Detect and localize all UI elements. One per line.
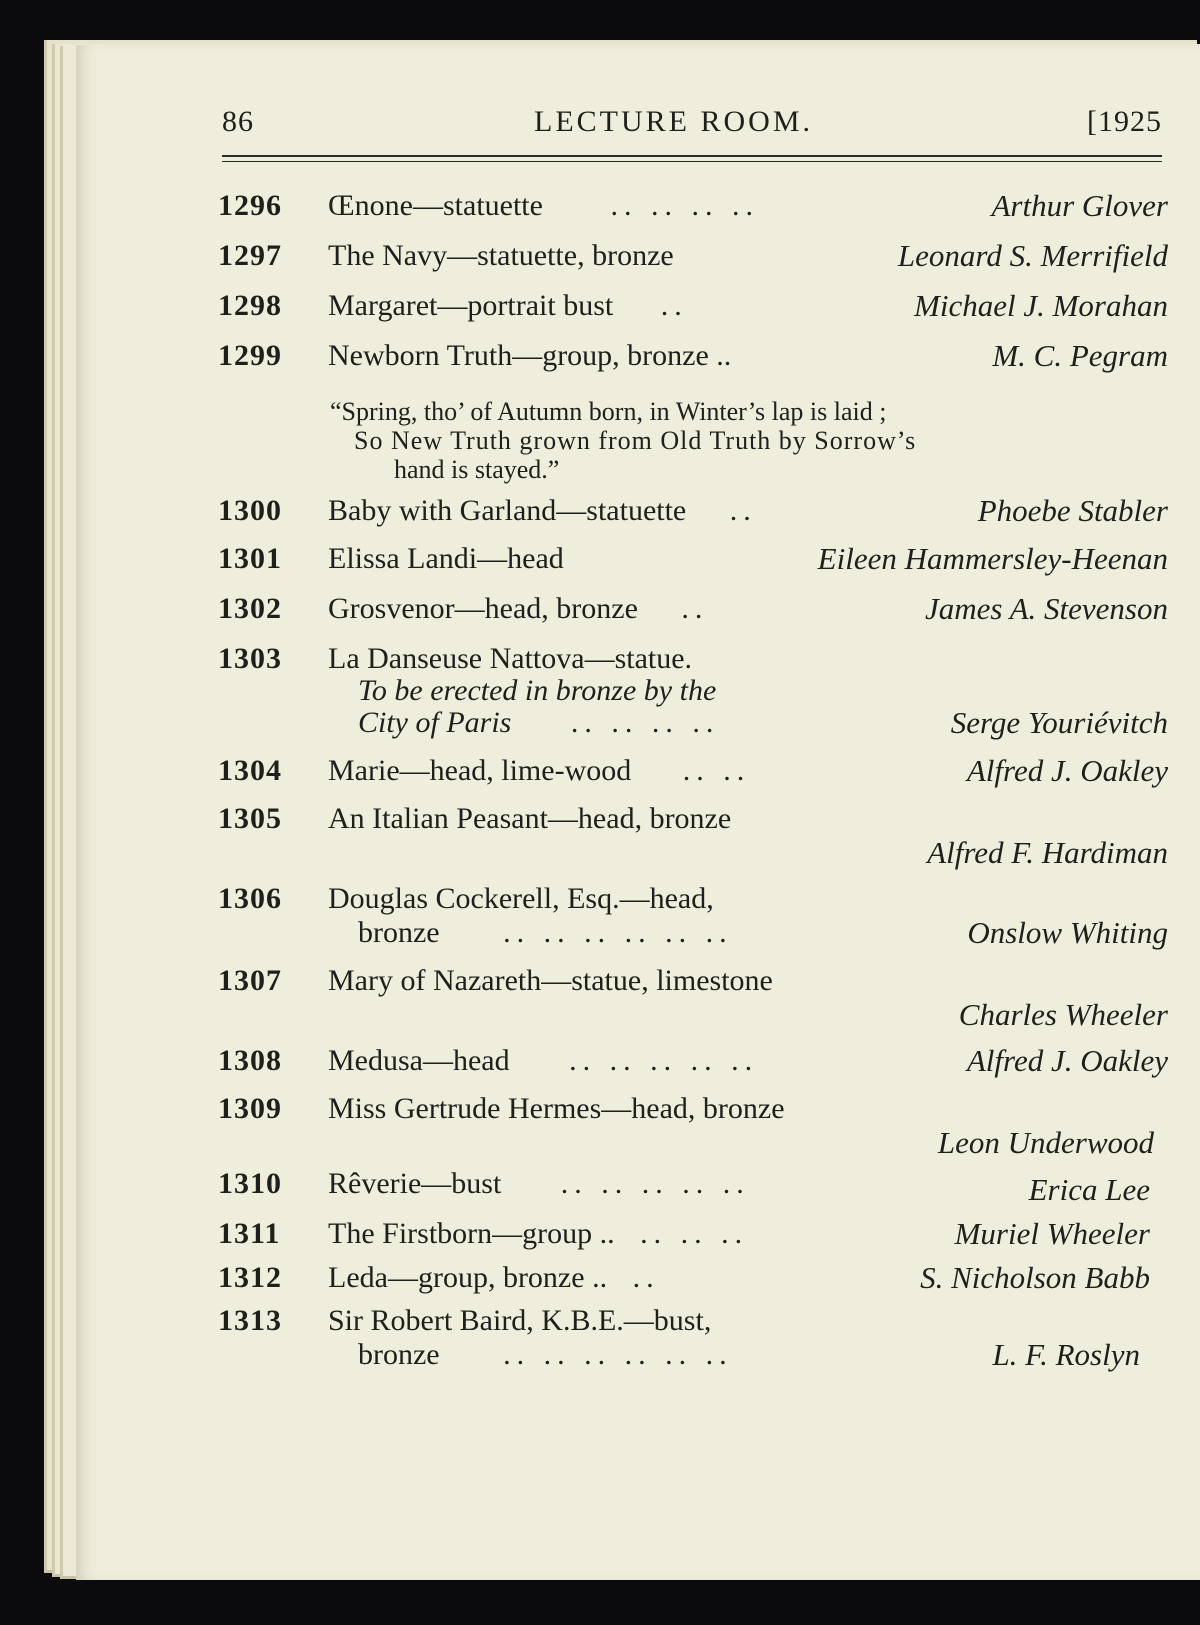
entry-artist: Alfred J. Oakley bbox=[966, 1043, 1168, 1078]
entry-number: 1296 bbox=[218, 189, 282, 222]
leader-dots: .. .. .. .. bbox=[610, 189, 759, 222]
entry-artist: Eileen Hammersley-Heenan bbox=[817, 541, 1168, 576]
entry-title: Rêverie—bust .. .. .. .. .. bbox=[328, 1167, 750, 1200]
entry-number: 1312 bbox=[218, 1261, 282, 1294]
entry-number: 1299 bbox=[218, 339, 282, 372]
entry-title: An Italian Peasant—head, bronze bbox=[328, 802, 732, 835]
entry-title: Medusa—head .. .. .. .. .. bbox=[328, 1044, 759, 1077]
entry-title: Œnone—statuette .. .. .. .. bbox=[328, 189, 759, 222]
epigraph-line: “Spring, tho’ of Autumn born, in Winter’s lap is laid ; bbox=[330, 397, 887, 426]
entry-number: 1300 bbox=[218, 494, 282, 527]
entry-title: Grosvenor—head, bronze .. bbox=[328, 592, 709, 625]
leader-dots: .. .. .. .. .. bbox=[560, 1167, 750, 1200]
entry-title: Marie—head, lime-wood .. .. bbox=[328, 754, 751, 787]
leader-dots: .. .. .. bbox=[640, 1217, 749, 1250]
page-number: 86 bbox=[222, 105, 254, 138]
entry-artist: Alfred J. Oakley bbox=[966, 753, 1168, 788]
leader-dots: .. .. .. .. .. .. bbox=[503, 916, 733, 949]
entry-artist: Leonard S. Merrifield bbox=[897, 238, 1168, 273]
leader-dots: .. bbox=[681, 592, 709, 625]
entry-artist: Michael J. Morahan bbox=[914, 288, 1168, 323]
leader-dots: .. .. .. .. .. .. bbox=[503, 1338, 733, 1371]
entry-title: Margaret—portrait bust .. bbox=[328, 289, 688, 322]
entry-number: 1313 bbox=[218, 1304, 282, 1337]
epigraph bbox=[330, 397, 1090, 484]
entry-number: 1304 bbox=[218, 754, 282, 787]
entry-artist: Leon Underwood bbox=[937, 1125, 1154, 1160]
entry-number: 1303 bbox=[218, 642, 282, 675]
entry-artist: James A. Stevenson bbox=[924, 591, 1168, 626]
running-header bbox=[222, 105, 1162, 145]
entry-title: Douglas Cockerell, Esq.—head, bbox=[328, 882, 714, 915]
entry-artist: Onslow Whiting bbox=[967, 915, 1168, 950]
entry-note: To be erected in bronze by the bbox=[358, 674, 717, 707]
leader-dots: .. bbox=[729, 494, 757, 527]
entry-title: Sir Robert Baird, K.B.E.—bust, bbox=[328, 1304, 712, 1337]
entry-artist: Erica Lee bbox=[1028, 1172, 1150, 1207]
leader-dots: .. .. .. .. bbox=[570, 706, 720, 739]
leader-dots: .. bbox=[660, 289, 688, 322]
leader-dots: .. bbox=[632, 1261, 660, 1294]
entry-title-continued: bronze .. .. .. .. .. .. bbox=[358, 1338, 733, 1371]
entry-number: 1309 bbox=[218, 1092, 282, 1125]
entry-title-continued: bronze .. .. .. .. .. .. bbox=[358, 916, 733, 949]
entry-title: The Navy—statuette, bronze bbox=[328, 239, 674, 272]
epigraph-line: So New Truth grown from Old Truth by Sorrow’s bbox=[354, 426, 917, 455]
entry-title: Mary of Nazareth—statue, limestone bbox=[328, 964, 773, 997]
entry-artist: Phoebe Stabler bbox=[977, 493, 1168, 528]
entry-artist: M. C. Pegram bbox=[992, 338, 1168, 373]
entry-artist: Arthur Glover bbox=[991, 188, 1168, 223]
entry-number: 1305 bbox=[218, 802, 282, 835]
entry-number: 1298 bbox=[218, 289, 282, 322]
entry-artist: Muriel Wheeler bbox=[954, 1216, 1150, 1251]
entry-title: La Danseuse Nattova—statue. bbox=[328, 642, 693, 675]
entry-number: 1306 bbox=[218, 882, 282, 915]
entry-number: 1311 bbox=[218, 1217, 281, 1250]
entry-title: Newborn Truth—group, bronze .. bbox=[328, 339, 732, 372]
entry-note: City of Paris .. .. .. .. bbox=[358, 706, 720, 739]
entry-artist: Charles Wheeler bbox=[958, 997, 1168, 1032]
entry-number: 1310 bbox=[218, 1167, 282, 1200]
entry-number: 1302 bbox=[218, 592, 282, 625]
entry-title: Baby with Garland—statuette .. bbox=[328, 494, 757, 527]
entry-artist: S. Nicholson Babb bbox=[920, 1260, 1150, 1295]
entry-number: 1307 bbox=[218, 964, 282, 997]
entry-title: Miss Gertrude Hermes—head, bronze bbox=[328, 1092, 785, 1125]
header-rule bbox=[222, 155, 1162, 162]
page-title: LECTURE ROOM. bbox=[534, 105, 813, 138]
entry-number: 1301 bbox=[218, 542, 282, 575]
year-label: [1925 bbox=[1087, 105, 1162, 138]
epigraph-line: hand is stayed.” bbox=[394, 455, 560, 484]
entry-title: The Firstborn—group .. .. .. .. bbox=[328, 1217, 749, 1250]
entry-title: Elissa Landi—head bbox=[328, 542, 564, 575]
leader-dots: .. .. .. .. .. bbox=[569, 1044, 759, 1077]
entry-artist: L. F. Roslyn bbox=[992, 1337, 1140, 1372]
entry-number: 1308 bbox=[218, 1044, 282, 1077]
leader-dots: .. .. bbox=[682, 754, 751, 787]
entry-artist: Serge Youriévitch bbox=[950, 705, 1168, 740]
entry-artist: Alfred F. Hardiman bbox=[927, 835, 1168, 870]
entry-number: 1297 bbox=[218, 239, 282, 272]
entry-title: Leda—group, bronze .. .. bbox=[328, 1261, 660, 1294]
